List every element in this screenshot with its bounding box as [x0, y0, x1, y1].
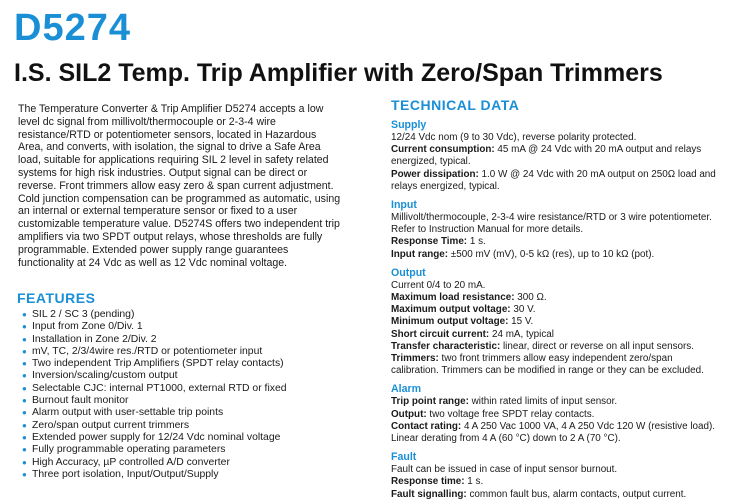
intro-line: reverse. Front trimmers allow easy zero & span current adjustment.: [18, 179, 334, 192]
model-number: D5274: [14, 7, 131, 49]
bullet-icon: ●: [22, 371, 27, 381]
intro-paragraph: [18, 103, 378, 269]
bullet-icon: ●: [22, 322, 27, 332]
bullet-icon: ●: [22, 396, 27, 406]
feature-item: [22, 346, 287, 358]
features-list: [22, 309, 287, 481]
bullet-icon: ●: [22, 420, 27, 430]
feature-item: [22, 432, 287, 444]
spec-label: Trimmers:: [391, 353, 439, 365]
bullet-icon: ●: [22, 383, 27, 393]
intro-line: systems for high risk industries. Output signal can be direct or: [18, 166, 308, 179]
bullet-icon: ●: [22, 445, 27, 455]
spec-value: 30 V.: [510, 304, 536, 316]
spec-line: [391, 353, 743, 365]
section-title-input: Input: [391, 199, 417, 212]
feature-text: mV, TC, 2/3/4wire res./RTD or potentiometer input: [32, 345, 263, 357]
spec-value: linear, direct or reverse on all input sensors.: [500, 340, 694, 352]
bullet-icon: ●: [22, 334, 27, 344]
spec-value: 12/24 Vdc nom (9 to 30 Vdc), reverse polarity protected.: [391, 132, 637, 143]
spec-line: [391, 329, 743, 341]
features-heading: FEATURES: [17, 290, 96, 306]
feature-text: Inversion/scaling/custom output: [32, 370, 178, 382]
spec-line: [391, 304, 743, 316]
spec-value: relays energized, typical.: [391, 180, 500, 192]
feature-text: High Accuracy, µP controlled A/D converter: [32, 456, 230, 468]
feature-item: [22, 383, 287, 395]
intro-line: amplifiers via two SPDT output relays, whose thresholds are fully: [18, 230, 323, 243]
spec-value: two front trimmers allow easy independent zero/span: [438, 353, 673, 365]
spec-label: Fault signalling:: [391, 488, 467, 500]
spec-value: common fault bus, alarm contacts, output current.: [466, 488, 687, 500]
spec-line: [391, 224, 743, 236]
feature-item: [22, 395, 287, 407]
spec-line: [391, 156, 743, 168]
spec-label: Contact rating:: [391, 420, 462, 432]
technical-data: [391, 97, 743, 501]
spec-label: Response time:: [391, 476, 465, 488]
spec-line: [391, 464, 743, 476]
spec-line: [391, 421, 743, 433]
spec-line: [391, 316, 743, 328]
intro-line: customizable temperature value. D5274S offers two independent trip: [18, 218, 340, 231]
bullet-icon: ●: [22, 432, 27, 442]
feature-item: [22, 420, 287, 432]
spec-label: Minimum output voltage:: [391, 316, 509, 328]
spec-label: Current consumption:: [391, 144, 495, 156]
spec-value: Refer to Instruction Manual for more details.: [391, 224, 584, 236]
bullet-icon: ●: [22, 310, 27, 319]
spec-label: Output:: [391, 408, 427, 420]
spec-value: Fault can be issued in case of input sensor burnout.: [391, 464, 618, 476]
spec-value: calibration. Trimmers can be modified in range or they can be excluded.: [391, 365, 704, 377]
section-title-output: Output: [391, 266, 426, 279]
spec-value: 45 mA @ 24 Vdc with 20 mA output and relays: [494, 144, 702, 156]
bullet-icon: ●: [22, 469, 27, 479]
intro-line: The Temperature Converter & Trip Amplifier D5274 accepts a low: [18, 103, 324, 115]
spec-value: 1.0 W @ 24 Vdc with 20 mA output on 250Ω load and: [478, 168, 716, 180]
spec-line: [391, 476, 743, 488]
bullet-icon: ●: [22, 359, 27, 369]
spec-value: 1 s.: [464, 476, 484, 488]
spec-value: 1 s.: [467, 236, 486, 248]
feature-text: Selectable CJC: internal PT1000, external RTD or fixed: [32, 382, 287, 394]
bullet-icon: ●: [22, 346, 27, 356]
feature-item: [22, 358, 287, 370]
spec-label: Input range:: [391, 248, 449, 260]
spec-label: Response Time:: [391, 236, 468, 248]
section-title-supply: Supply: [391, 119, 427, 131]
spec-label: Maximum load resistance:: [391, 292, 515, 304]
spec-line: [391, 236, 743, 248]
spec-label: Power dissipation:: [391, 168, 479, 180]
bullet-icon: ●: [22, 408, 27, 418]
technical-data-heading: TECHNICAL DATA: [391, 97, 520, 113]
spec-label: Trip point range:: [391, 396, 469, 408]
spec-line: [391, 181, 743, 193]
intro-line: Area, and converts, with isolation, the signal to drive a Safe Area: [18, 141, 321, 154]
spec-value: 4 A 250 Vac 1000 VA, 4 A 250 Vdc 120 W (resistive load).: [461, 420, 716, 432]
spec-line: [391, 341, 743, 353]
feature-item: [22, 469, 287, 481]
feature-item: [22, 407, 287, 419]
feature-text: Extended power supply for 12/24 Vdc nominal voltage: [32, 431, 281, 443]
feature-text: Input from Zone 0/Div. 1: [32, 321, 143, 333]
spec-value: 24 mA, typical: [489, 328, 554, 340]
feature-item: [22, 334, 287, 346]
spec-value: Current 0/4 to 20 mA.: [391, 279, 486, 291]
intro-line: resistance/RTD or potentiometer sensors, located in Hazardous: [18, 128, 317, 141]
spec-line: [391, 249, 743, 261]
bullet-icon: ●: [22, 457, 27, 467]
spec-value: within rated limits of input sensor.: [468, 396, 618, 408]
spec-value: Millivolt/thermocouple, 2-3-4 wire resistance/RTD or 3 wire potentiometer.: [391, 212, 712, 224]
feature-item: [22, 321, 287, 333]
spec-value: energized, typical.: [391, 156, 471, 168]
spec-label: Maximum output voltage:: [391, 304, 511, 316]
spec-label: Short circuit current:: [391, 328, 490, 340]
spec-line: [391, 280, 743, 292]
spec-value: 15 V.: [508, 316, 534, 328]
spec-line: [391, 489, 743, 501]
intro-line: level dc signal from millivolt/thermocouple or 2-3-4 wire: [18, 115, 276, 128]
spec-line: [391, 365, 743, 377]
spec-label: Transfer characteristic:: [391, 340, 501, 352]
feature-text: Installation in Zone 2/Div. 2: [32, 333, 157, 345]
spec-line: [391, 292, 743, 304]
intro-line: Cold junction compensation can be programmed as automatic, using: [18, 192, 341, 205]
feature-text: SIL 2 / SC 3 (pending): [32, 309, 135, 320]
spec-value: two voltage free SPDT relay contacts.: [426, 408, 595, 420]
spec-line: [391, 433, 743, 445]
feature-text: Zero/span output current trimmers: [32, 419, 190, 431]
intro-line: an internal or external temperature sensor or fixed to a user: [18, 205, 298, 218]
spec-line: [391, 132, 743, 144]
feature-text: Alarm output with user-settable trip points: [32, 407, 224, 419]
spec-value: Linear derating from 4 A (60 °C) down to 2 A (70 °C).: [391, 433, 621, 445]
spec-value: ±500 mV (mV), 0-5 kΩ (res), up to 10 kΩ (pot).: [448, 248, 655, 260]
feature-item: [22, 457, 287, 469]
feature-text: Fully programmable operating parameters: [32, 444, 226, 456]
feature-item: [22, 370, 287, 382]
feature-text: Burnout fault monitor: [32, 395, 129, 407]
spec-line: [391, 396, 743, 408]
section-title-fault: Fault: [391, 451, 417, 464]
spec-line: [391, 409, 743, 421]
feature-text: Two independent Trip Amplifiers (SPDT relay contacts): [32, 358, 284, 370]
product-title: I.S. SIL2 Temp. Trip Amplifier with Zero/Span Trimmers: [14, 59, 663, 87]
intro-line: functionality at 24 Vdc as well as 12 Vdc nominal voltage.: [18, 256, 288, 269]
spec-value: 300 Ω.: [514, 292, 547, 304]
section-title-alarm: Alarm: [391, 383, 422, 396]
feature-item: [22, 309, 287, 321]
feature-text: Three port isolation, Input/Output/Supply: [32, 468, 219, 480]
intro-line: load, suitable for applications requiring SIL 2 level in safety related: [18, 154, 329, 167]
intro-line: programmable. Extended power supply range guarantees: [18, 243, 289, 256]
spec-line: [391, 212, 743, 224]
feature-item: [22, 444, 287, 456]
spec-line: [391, 169, 743, 181]
spec-line: [391, 144, 743, 156]
